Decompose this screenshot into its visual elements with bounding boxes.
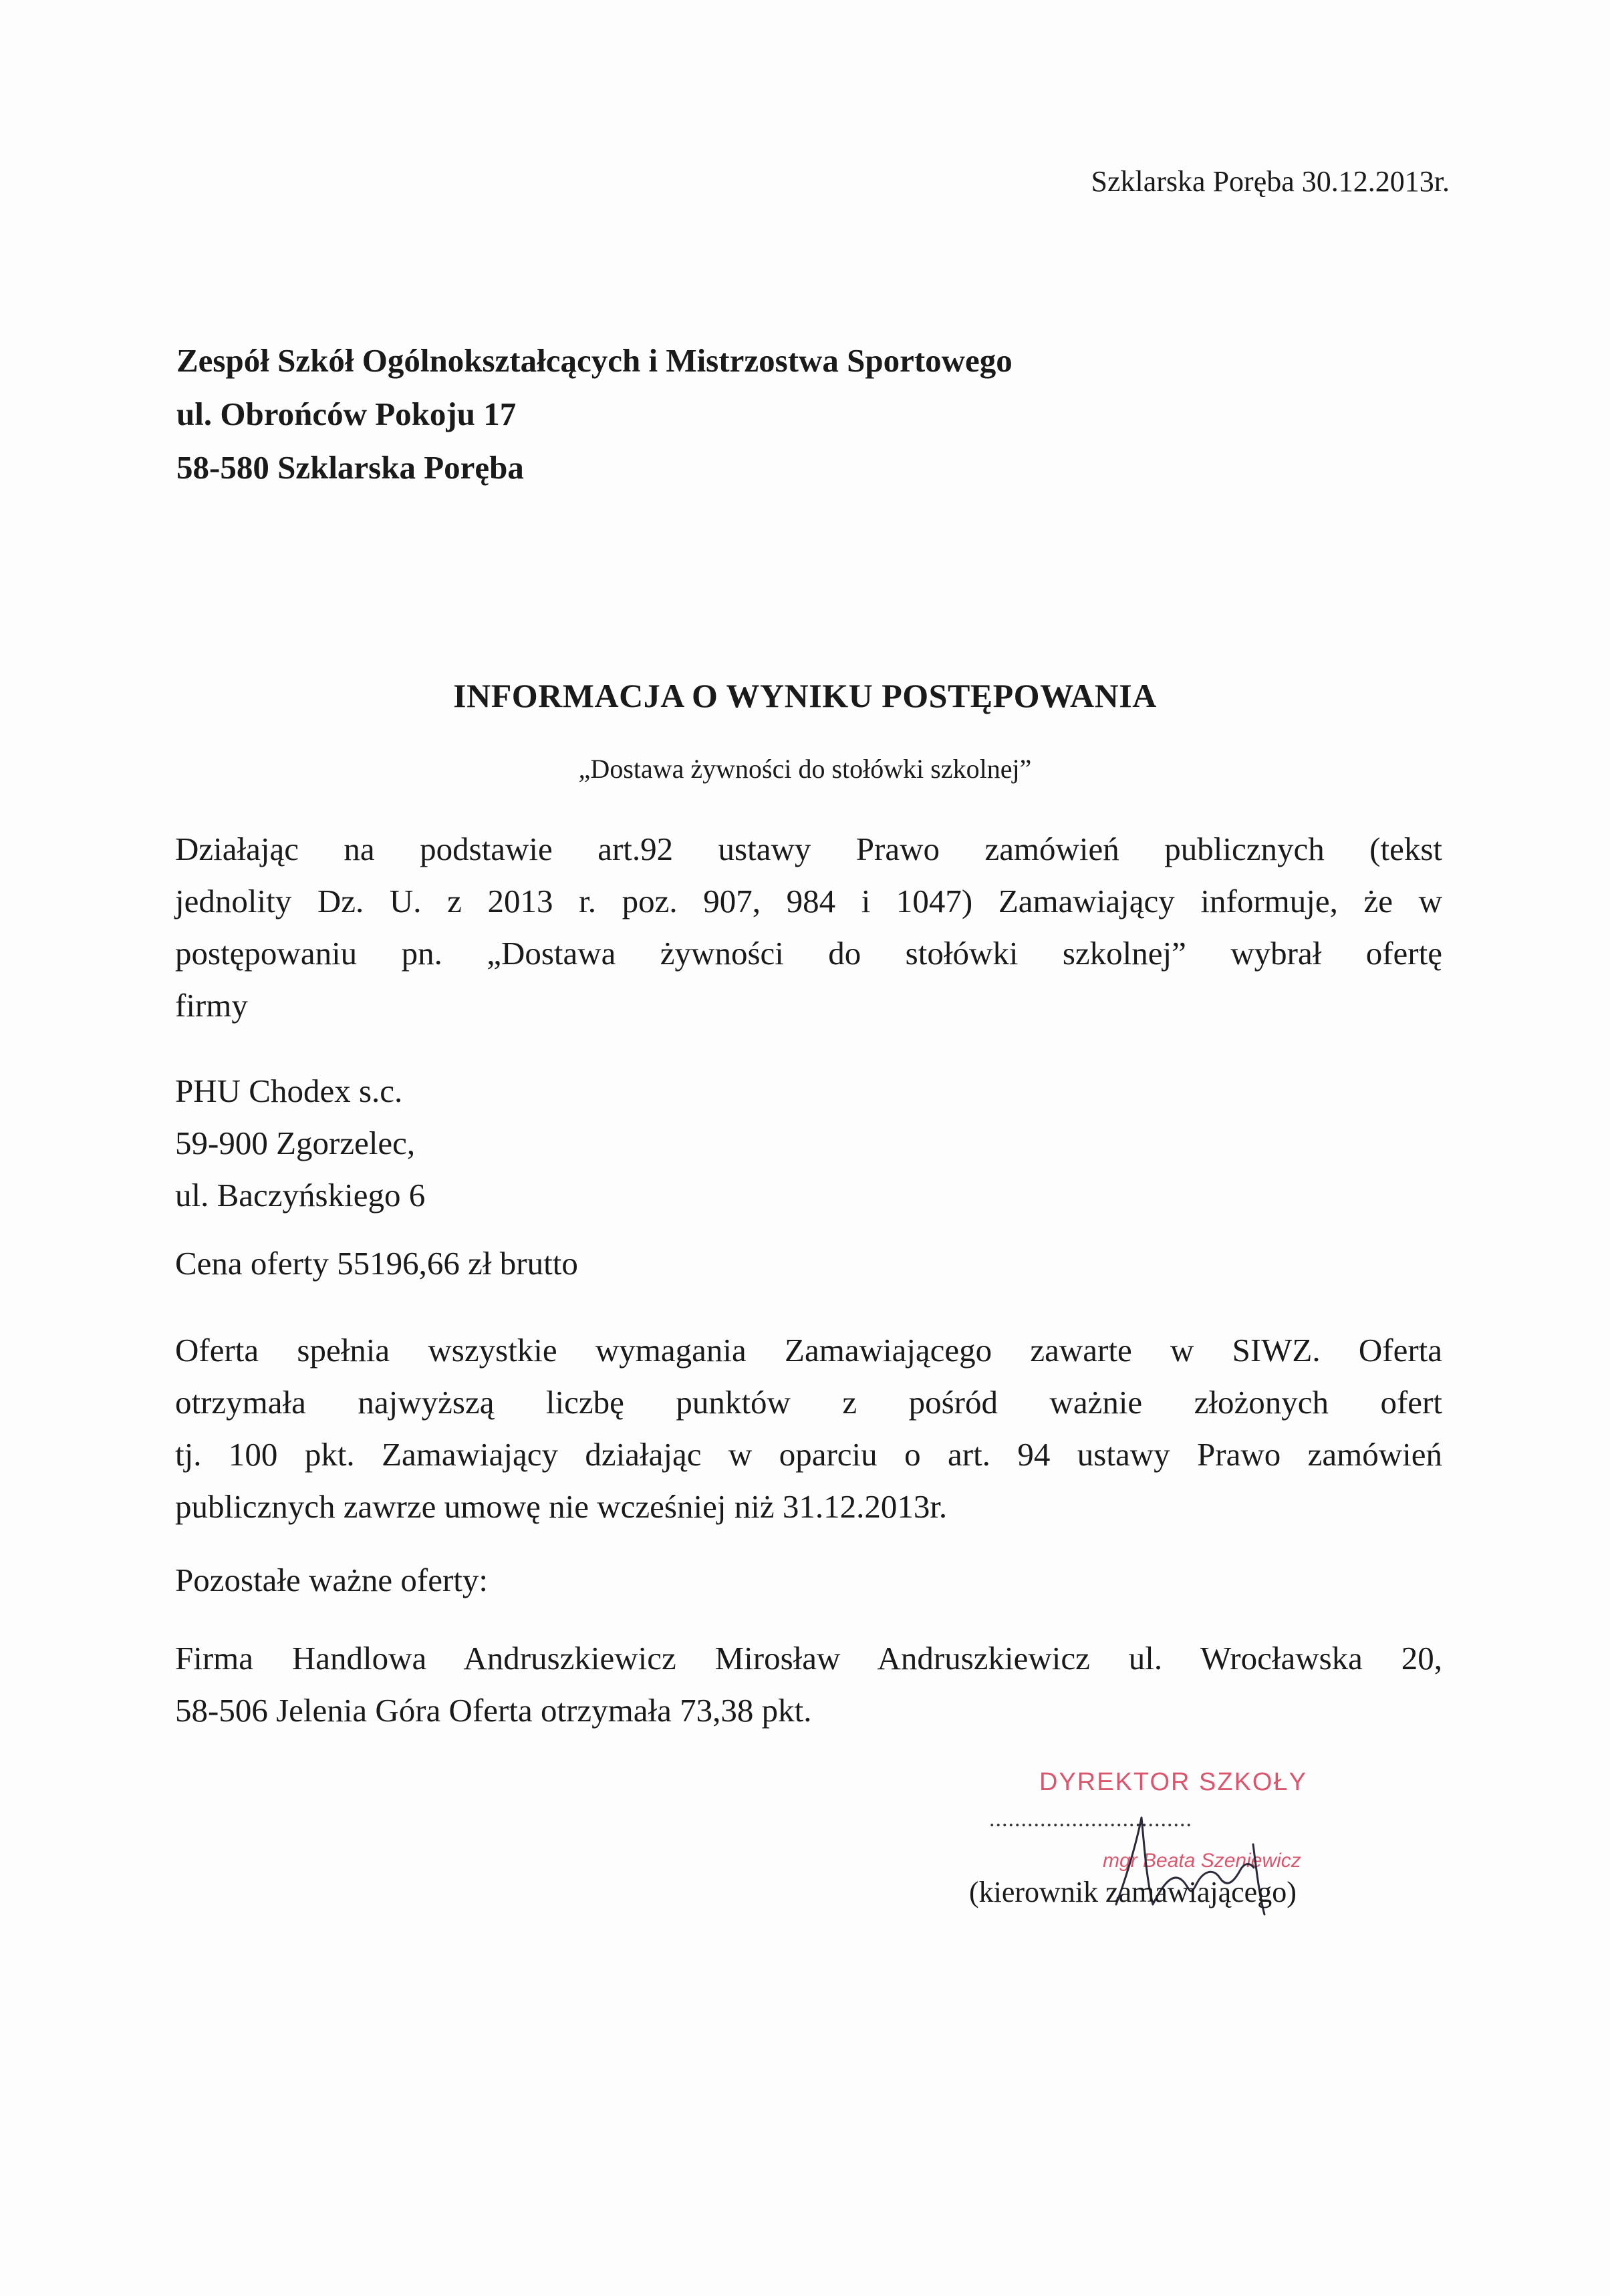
document-title: INFORMACJA O WYNIKU POSTĘPOWANIA	[453, 677, 1157, 714]
signatory-role: (kierownik zamawiającego)	[969, 1876, 1297, 1908]
intro-line: postępowaniu pn. „Dostawa żywności do stołówki szkolnej” wybrał ofertę	[175, 935, 1442, 972]
winner-city: 59-900 Zgorzelec,	[175, 1125, 416, 1161]
intro-line: jednolity Dz. U. z 2013 r. poz. 907, 984 i 1047) Zamawiający informuje, że w	[175, 883, 1442, 919]
document-subtitle: „Dostawa żywności do stołówki szkolnej”	[578, 754, 1032, 784]
other-offer-line: Firma Handlowa Andruszkiewicz Mirosław Andruszkiewicz ul. Wrocławska 20,	[175, 1640, 1442, 1677]
winner-street: ul. Baczyńskiego 6	[175, 1177, 426, 1213]
intro-line: firmy	[175, 987, 248, 1024]
signature-dotted-line: ................................	[989, 1807, 1192, 1832]
stamp-title: DYREKTOR SZKOŁY	[1039, 1768, 1307, 1796]
offer-line: Oferta spełnia wszystkie wymagania Zamawiającego zawarte w SIWZ. Oferta	[175, 1332, 1442, 1369]
remaining-offers-label: Pozostałe ważne oferty:	[175, 1562, 489, 1598]
offer-line: tj. 100 pkt. Zamawiający działając w oparciu o art. 94 ustawy Prawo zamówień	[175, 1436, 1442, 1473]
addressee-city: 58-580 Szklarska Poręba	[176, 449, 524, 486]
stamp-name: mgr Beata Szeniewicz	[1103, 1850, 1301, 1872]
addressee-block	[176, 334, 1013, 494]
offer-paragraph	[175, 1324, 1442, 1533]
addressee-street: ul. Obrońców Pokoju 17	[176, 396, 517, 432]
other-offer-line: 58-506 Jelenia Góra Oferta otrzymała 73,38 pkt.	[175, 1692, 812, 1729]
winner-name: PHU Chodex s.c.	[175, 1072, 403, 1109]
intro-line: Działając na podstawie art.92 ustawy Prawo zamówień publicznych (tekst	[175, 831, 1442, 867]
place-and-date: Szklarska Poręba 30.12.2013r.	[1091, 165, 1450, 198]
offer-line: publicznych zawrze umowę nie wcześniej niż 31.12.2013r.	[175, 1488, 948, 1525]
offer-line: otrzymała najwyższą liczbę punktów z pośród ważnie złożonych ofert	[175, 1384, 1442, 1421]
other-offer-paragraph	[175, 1632, 1442, 1737]
addressee-name: Zespół Szkół Ogólnokształcących i Mistrzostwa Sportowego	[176, 342, 1013, 379]
offer-price: Cena oferty 55196,66 zł brutto	[175, 1245, 578, 1282]
signature-block	[962, 1751, 1363, 1924]
intro-paragraph	[175, 823, 1442, 1032]
winner-block	[175, 1065, 1442, 1222]
